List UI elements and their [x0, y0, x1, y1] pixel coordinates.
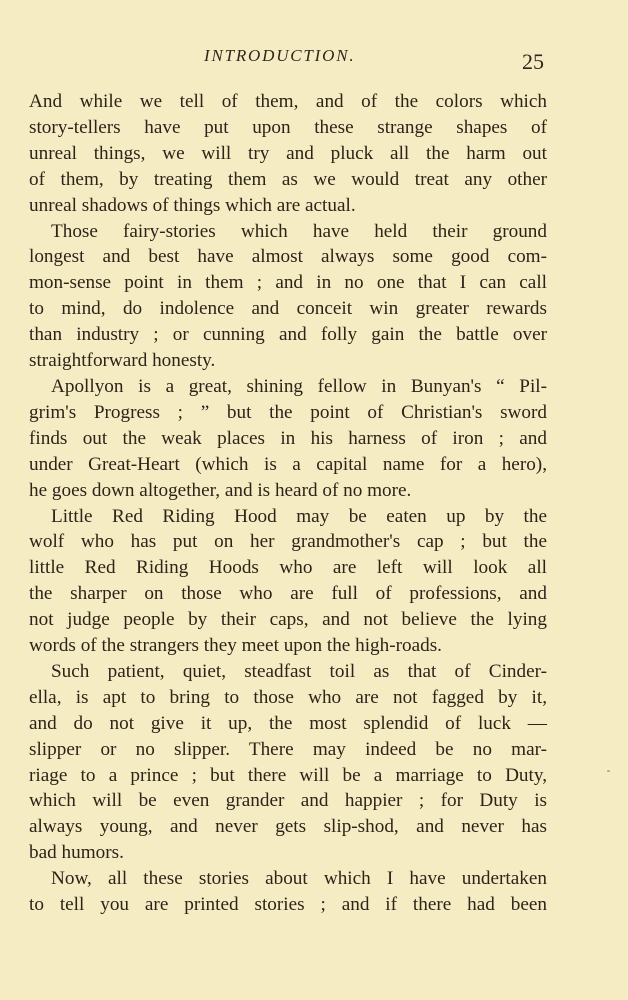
running-head: [0, 46, 628, 76]
text-line: story-tellers have put upon these strange shapes of: [29, 116, 547, 138]
text-line: bad humors.: [29, 842, 124, 864]
body-text: [29, 89, 547, 918]
text-line: mon-sense point in them ; and in no one that I can call: [29, 272, 547, 294]
text-line: slipper or no slipper. There may indeed be no mar-: [29, 738, 547, 760]
text-line: not judge people by their caps, and not believe the lying: [29, 609, 547, 631]
text-line: straightforward honesty.: [29, 350, 216, 372]
text-line: little Red Riding Hoods who are left will look all: [29, 557, 547, 579]
text-line: finds out the weak places in his harness of iron ; and: [29, 427, 547, 449]
text-line: And while we tell of them, and of the colors which: [29, 91, 547, 112]
text-line: under Great-Heart (which is a capital name for a hero),: [29, 453, 547, 475]
text-line: to mind, do indolence and conceit win greater rewards: [29, 298, 547, 320]
text-line: to tell you are printed stories ; and if there had been: [29, 894, 547, 916]
text-line: and do not give it up, the most splendid of luck —: [29, 712, 547, 734]
text-line: than industry ; or cunning and folly gain the battle over: [29, 324, 547, 346]
text-line: ella, is apt to bring to those who are not fagged by it,: [29, 686, 547, 708]
paper-speck: [607, 770, 610, 772]
text-line: Apollyon is a great, shining fellow in Bunyan's “ Pil-: [51, 375, 547, 397]
text-line: words of the strangers they meet upon the high-roads.: [29, 635, 442, 657]
text-line: unreal shadows of things which are actual.: [29, 194, 356, 216]
text-line: Now, all these stories about which I have undertaken: [51, 868, 547, 890]
text-line: grim's Progress ; ” but the point of Christian's sword: [29, 401, 547, 423]
page-number: 25: [522, 49, 544, 74]
text-line: he goes down altogether, and is heard of no more.: [29, 479, 412, 501]
text-line: always young, and never gets slip-shod, and never has: [29, 816, 547, 838]
text-line: of them, by treating them as we would treat any other: [29, 168, 547, 190]
text-line: the sharper on those who are full of professions, and: [29, 583, 547, 605]
text-line: which will be even grander and happier ; for Duty is: [29, 790, 547, 812]
text-line: unreal things, we will try and pluck all the harm out: [29, 142, 547, 164]
text-line: wolf who has put on her grandmother's cap ; but the: [29, 531, 547, 553]
running-title: INTRODUCTION.: [204, 46, 356, 65]
text-line: Those fairy-stories which have held their ground: [51, 220, 547, 242]
text-line: Little Red Riding Hood may be eaten up by the: [51, 505, 547, 527]
text-line: riage to a prince ; but there will be a marriage to Duty,: [29, 764, 547, 786]
text-line: longest and best have almost always some good com-: [29, 246, 547, 268]
text-line: Such patient, quiet, steadfast toil as that of Cinder-: [51, 660, 547, 682]
